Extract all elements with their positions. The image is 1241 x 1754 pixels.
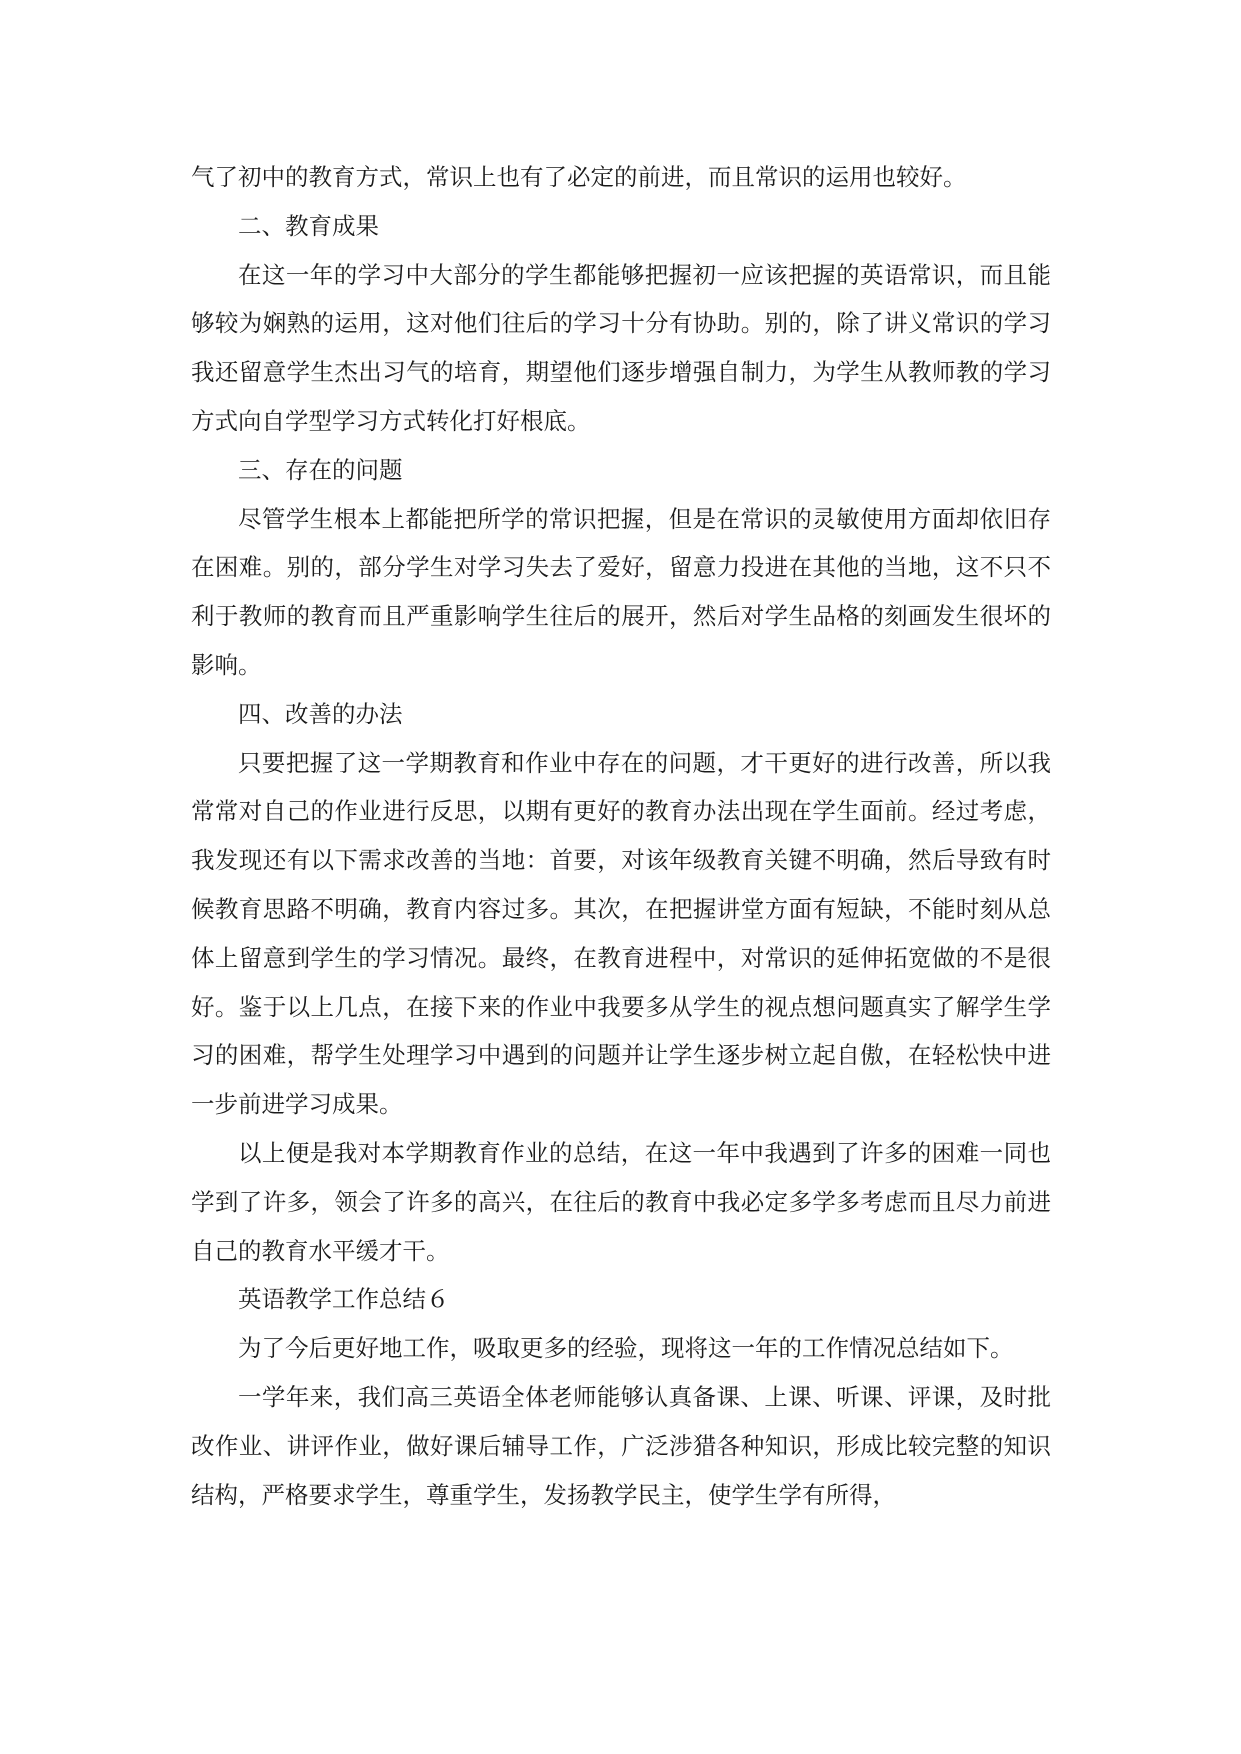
paragraph-continuation: 气了初中的教育方式，常识上也有了必定的前进，而且常识的运用也较好。 <box>191 163 967 191</box>
document-body <box>191 153 1051 1519</box>
section-heading-improvement-methods: 四、改善的办法 <box>238 699 403 728</box>
paragraph-conclusion: 以上便是我对本学期教育作业的总结，在这一年中我遇到了许多的困难一同也学到了许多，领会了许多的高兴，在往后的教育中我必定多学多考虑而且尽力前进自己的教育水平缓才干。 <box>191 1138 1051 1265</box>
paragraph-existing-problems: 尽管学生根本上都能把所学的常识把握，但是在常识的灵敏使用方面却依旧存在困难。别的，部分学生对学习失去了爱好，留意力投进在其他的当地，这不只不利于教师的教育而且严重影响学生往后的展开，然后对学生品格的刻画发生很坏的影响。 <box>191 504 1051 679</box>
paragraph-teaching-results: 在这一年的学习中大部分的学生都能够把握初一应该把握的英语常识，而且能够较为娴熟的运用，这对他们往后的学习十分有协助。别的，除了讲义常识的学习我还留意学生杰出习气的培育，期望他们逐步增强自制力，为学生从教师教的学习方式向自学型学习方式转化打好根底。 <box>191 260 1051 435</box>
paragraph-intro: 为了今后更好地工作，吸取更多的经验，现将这一年的工作情况总结如下。 <box>238 1334 1014 1363</box>
section-heading-existing-problems: 三、存在的问题 <box>238 455 403 484</box>
section-heading-teaching-results: 二、教育成果 <box>238 211 379 240</box>
paragraph-school-year: 一学年来，我们高三英语全体老师能够认真备课、上课、听课、评课，及时批改作业、讲评作业，做好课后辅导工作，广泛涉猎各种知识，形成比较完整的知识结构，严格要求学生，尊重学生，发扬教学民主，使学生学有所得， <box>191 1382 1051 1509</box>
paragraph-improvement-methods: 只要把握了这一学期教育和作业中存在的问题，才干更好的进行改善，所以我常常对自己的作业进行反思，以期有更好的教育办法出现在学生面前。经过考虑，我发现还有以下需求改善的当地：首要，对该年级教育关键不明确，然后导致有时候教育思路不明确，教育内容过多。其次，在把握讲堂方面有短缺，不能时刻从总体上留意到学生的学习情况。最终，在教育进程中，对常识的延伸拓宽做的不是很好。鉴于以上几点，在接下来的作业中我要多从学生的视点想问题真实了解学生学习的困难，帮学生处理学习中遇到的问题并让学生逐步树立起自傲，在轻松快中进一步前进学习成果。 <box>191 748 1051 1119</box>
article-title-summary-6: 英语教学工作总结６ <box>238 1285 450 1314</box>
